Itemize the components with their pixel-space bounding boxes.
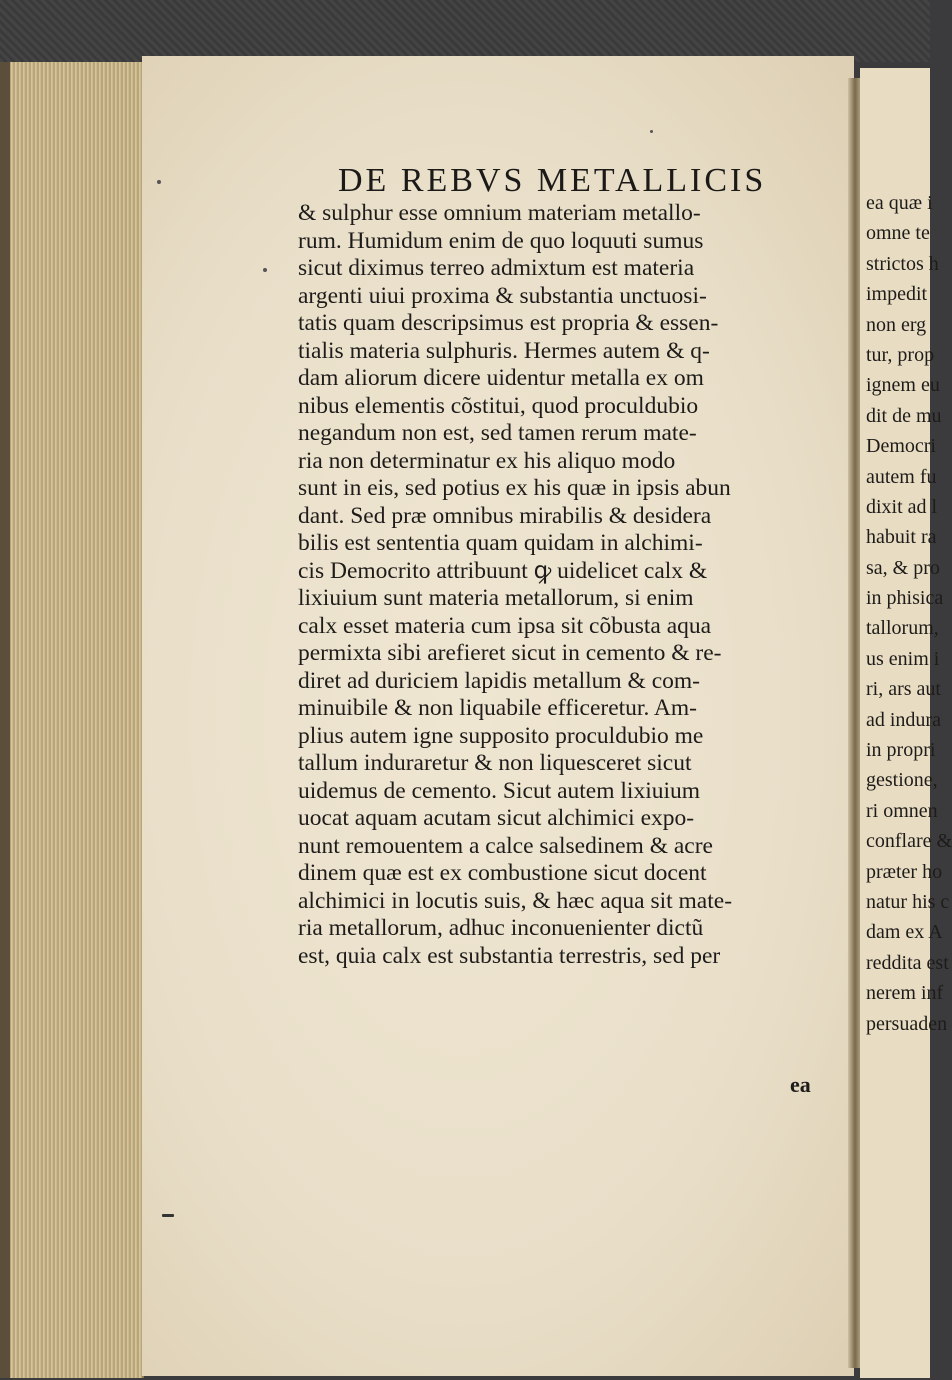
catchword: ea [790,1072,811,1097]
facing-text-line: ignem eu [866,374,940,397]
facing-text-line: impedit [866,283,928,306]
text-line: bilis est sententia quam quidam in alchimi- [298,530,703,556]
text-line: tallum induraretur & non liquesceret sicut [298,750,692,776]
facing-text-line: ad indura [866,708,941,731]
facing-text-line: autem fu [866,465,937,488]
paper-speck [162,1214,174,1217]
text-line: argenti uiui proxima & substantia unctuosi- [298,282,707,309]
text-line: sicut diximus terreo admixtum est materia [298,255,695,281]
facing-text-line: in phisica [866,587,944,610]
facing-text-line: nerem inf [866,982,944,1005]
facing-text-line: tur, prop [866,343,935,366]
facing-text-line: reddita est [866,951,949,974]
page-body-text [298,200,828,970]
running-header: DE REBVS METALLICIS [338,162,767,199]
facing-text-line: us enim i [866,647,940,670]
text-line: negandum non est, sed tamen rerum mate- [298,420,697,446]
text-line: sunt in eis, sed potius ex his quæ in ipsis abun [298,475,731,501]
facing-text-line: in propri [866,739,936,762]
text-line: permixta sibi arefieret sicut in cemento & re- [298,640,722,666]
binding-edge [0,62,10,1378]
facing-text-line: ri, ars aut [866,678,941,701]
facing-text-line: persuaden [866,1012,948,1035]
facing-text-line: omne te [866,222,930,245]
paper-speck [263,268,267,272]
text-line: tatis quam descripsimus est propria & essen- [298,310,719,336]
facing-text-line: tallorum, [866,617,939,640]
facing-text-line: strictos h [866,252,939,275]
text-line: uocat aquam acutam sicut alchimici expo- [298,805,695,831]
text-line: & sulphur esse omnium materiam metallo- [298,200,701,226]
text-line: plius autem igne supposito proculdubio me [298,722,704,749]
text-line: tialis materia sulphuris. Hermes autem & q- [298,337,710,364]
facing-text-line: præter ho [866,860,943,883]
facing-text-line: ea quæ i [866,192,933,214]
text-line: rum. Humidum enim de quo loquuti sumus [298,227,704,254]
facing-text-line: dixit ad l [866,495,938,518]
text-line: cis Democrito attribuunt ꝙ uidelicet calx & [298,557,708,584]
text-line: ria non determinatur ex his aliquo modo [298,447,676,474]
facing-text-line: conflare & [866,830,952,853]
text-line: nunt remouentem a calce salsedinem & acre [298,832,713,859]
paper-speck [157,180,161,184]
facing-text-line: gestione, [866,769,938,792]
text-line: uidemus de cemento. Sicut autem lixiuium [298,777,701,804]
text-line: dinem quæ est ex combustione sicut docent [298,860,707,886]
facing-text-line: non erg [866,313,927,336]
text-line: lixiuium sunt materia metallorum, si enim [298,585,694,611]
facing-text-line: sa, & pro [866,556,940,579]
facing-text-line: dit de mu [866,404,942,427]
facing-text-line: natur his c [866,890,950,913]
paper-speck [650,130,653,133]
facing-text-line: Democri [866,435,936,458]
facing-page-text [866,188,952,1039]
text-line: nibus elementis cõstitui, quod proculdubio [298,392,699,419]
facing-text-line: ri omnen [866,799,938,822]
text-line: est, quia calx est substantia terrestris, sed per [298,942,721,969]
text-line: calx esset materia cum ipsa sit cõbusta aqua [298,612,712,639]
text-line: dam aliorum dicere uidentur metalla ex om [298,365,704,391]
text-line: dant. Sed præ omnibus mirabilis & desidera [298,502,712,529]
fore-edge-stack [0,62,144,1378]
facing-text-line: habuit ra [866,526,937,549]
text-line: minuibile & non liquabile efficeretur. Am- [298,695,697,721]
facing-text-line: dam ex A [866,921,943,944]
text-line: diret ad duriciem lapidis metallum & com- [298,667,701,694]
text-line: ria metallorum, adhuc inconuenienter dictũ [298,915,704,941]
text-line: alchimici in locutis suis, & hæc aqua sit mate- [298,887,733,914]
